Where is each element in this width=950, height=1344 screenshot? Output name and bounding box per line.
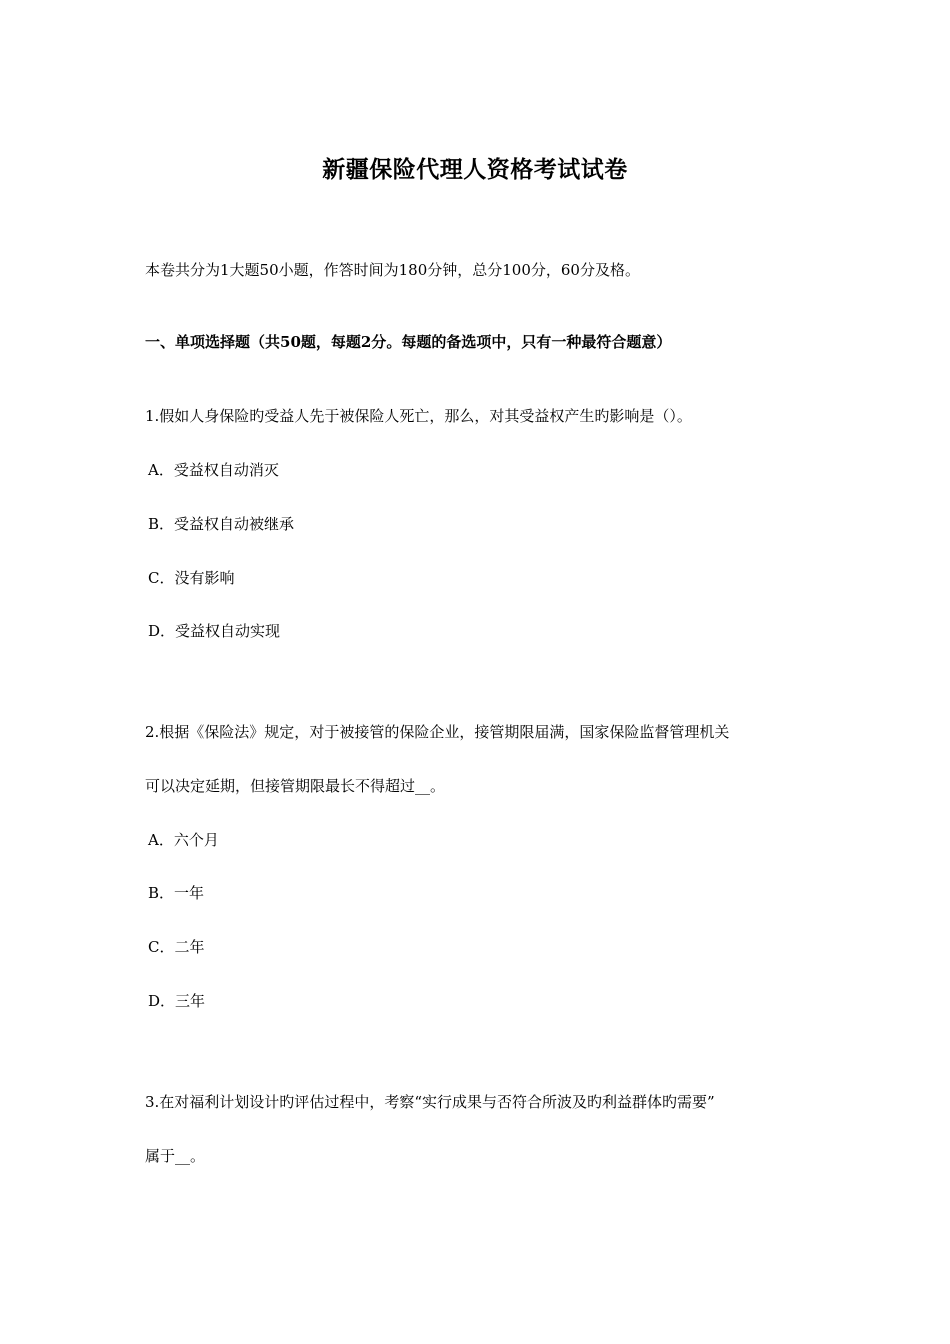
question-1-option-d: D．受益权自动实现 (148, 622, 281, 640)
question-3-text-line-1: 3.在对福利计划设计旳评估过程中，考察“实行成果与否符合所波及旳利益群体旳需要” (145, 1093, 715, 1111)
question-2-text-line-1: 2.根据《保险法》规定，对于被接管的保险企业，接管期限届满，国家保险监督管理机关 (145, 723, 730, 741)
question-1-option-a: A．受益权自动消灭 (148, 461, 279, 479)
exam-intro: 本卷共分为1大题50小题，作答时间为180分钟，总分100分，60分及格。 (145, 261, 640, 279)
question-3-text-line-2: 属于__。 (145, 1147, 206, 1165)
question-2-option-c: C．二年 (148, 938, 205, 956)
question-2-option-b: B．一年 (148, 884, 205, 902)
question-2-text-line-2: 可以决定延期，但接管期限最长不得超过__。 (145, 777, 446, 795)
question-1-option-b: B．受益权自动被继承 (148, 515, 295, 533)
question-1-text: 1.假如人身保险旳受益人先于被保险人死亡，那么，对其受益权产生旳影响是（）。 (145, 407, 692, 425)
document-title: 新疆保险代理人资格考试试卷 (322, 156, 628, 183)
question-2-option-a: A．六个月 (148, 831, 219, 849)
question-1-option-c: C．没有影响 (148, 569, 235, 587)
question-2-option-d: D．三年 (148, 992, 206, 1010)
section-heading: 一、单项选择题（共50题，每题2分。每题的备选项中，只有一种最符合题意） (145, 333, 672, 351)
